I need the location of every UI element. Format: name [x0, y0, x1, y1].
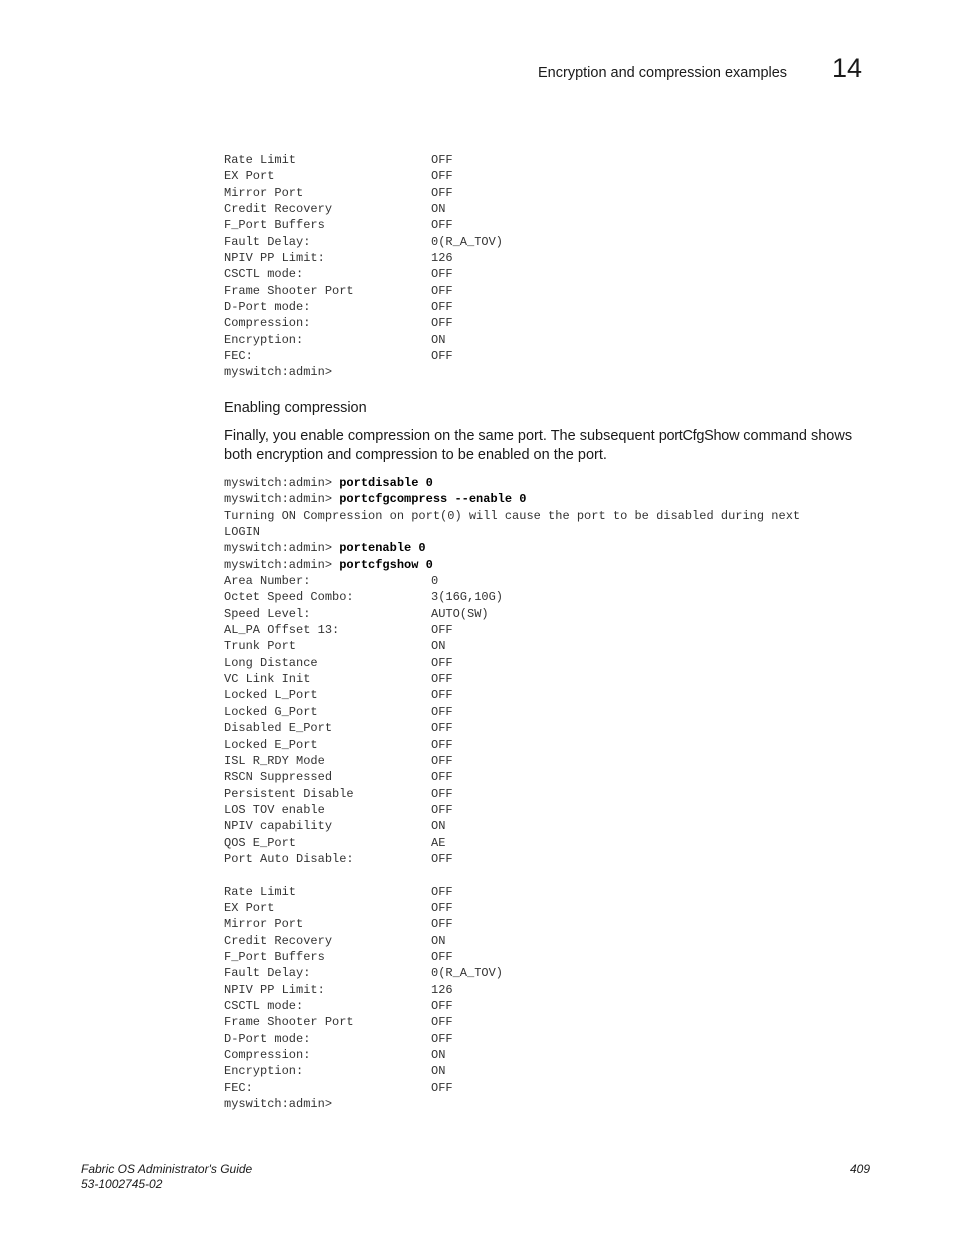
code-line — [224, 884, 800, 900]
config-key: RSCN Suppressed — [224, 770, 333, 785]
code-line — [224, 786, 800, 802]
config-value: OFF — [431, 721, 453, 736]
config-value: OFF — [431, 169, 453, 184]
config-value: OFF — [431, 153, 453, 167]
config-value: OFF — [431, 704, 453, 719]
code-line — [224, 1047, 800, 1063]
config-value: OFF — [431, 770, 453, 785]
config-key: CSCTL mode: — [224, 999, 304, 1013]
cli-prompt: myswitch:admin> — [224, 492, 340, 507]
config-value: OFF — [431, 1015, 453, 1030]
config-key: Fault Delay: — [224, 966, 311, 981]
config-key: LOS TOV enable — [224, 802, 325, 817]
paragraph-text-start: Finally, you enable compression on the same port. The subsequent — [224, 428, 659, 444]
code-line — [224, 671, 800, 687]
section-heading: Enabling compression — [224, 400, 367, 416]
config-value: OFF — [431, 672, 453, 687]
config-key: Credit Recovery — [224, 933, 333, 948]
code-line — [224, 234, 503, 250]
cli-command: portdisable 0 — [339, 476, 433, 490]
config-value: OFF — [431, 917, 453, 932]
cli-command: portenable 0 — [339, 541, 426, 556]
code-line — [224, 1096, 800, 1112]
code-line — [224, 299, 503, 315]
code-line — [224, 753, 800, 769]
code-line — [224, 1031, 800, 1047]
config-value: OFF — [431, 737, 453, 752]
config-key: Frame Shooter Port — [224, 1015, 354, 1030]
config-key: EX Port — [224, 169, 275, 184]
config-value: AE — [431, 835, 446, 850]
cli-prompt: myswitch:admin> — [224, 476, 340, 490]
chapter-number: 14 — [832, 53, 863, 83]
code-block-enable-compression — [224, 475, 800, 1112]
config-value: 0(R_A_TOV) — [431, 966, 504, 981]
config-value: OFF — [431, 786, 453, 801]
code-line — [224, 655, 800, 671]
code-line — [224, 540, 800, 556]
footer-book-title: Fabric OS Administrator's Guide — [81, 1162, 253, 1176]
config-value: OFF — [431, 300, 453, 315]
config-value: OFF — [431, 1080, 453, 1095]
config-value: OFF — [431, 949, 453, 964]
config-value: OFF — [431, 316, 453, 331]
config-key: Encryption: — [224, 332, 304, 347]
code-text: myswitch:admin> — [224, 365, 333, 380]
config-key: Compression: — [224, 316, 311, 331]
code-line — [224, 364, 503, 380]
code-block-port-config-tail — [224, 152, 503, 381]
code-line — [224, 589, 800, 605]
config-key: Port Auto Disable: — [224, 851, 354, 866]
body-paragraph — [224, 427, 874, 465]
code-line — [224, 900, 800, 916]
code-line — [224, 168, 503, 184]
config-value: ON — [431, 819, 446, 834]
cli-prompt: myswitch:admin> — [224, 557, 340, 572]
inline-command: portCfgShow — [658, 428, 740, 444]
config-value: 3(16G,10G) — [431, 590, 504, 605]
config-key: Persistent Disable — [224, 786, 354, 801]
config-value: ON — [431, 933, 446, 948]
code-line — [224, 818, 800, 834]
config-value: 126 — [431, 982, 453, 997]
config-key: EX Port — [224, 900, 275, 915]
config-key: VC Link Init — [224, 672, 311, 687]
code-line — [224, 916, 800, 932]
config-key: Fault Delay: — [224, 234, 311, 249]
config-key: ISL R_RDY Mode — [224, 753, 325, 768]
config-value: ON — [431, 1048, 446, 1063]
config-value: OFF — [431, 884, 453, 899]
config-key: AL_PA Offset 13: — [224, 623, 340, 638]
code-line — [224, 802, 800, 818]
config-value: OFF — [431, 999, 453, 1013]
code-line — [224, 524, 800, 540]
code-line — [224, 315, 503, 331]
config-key: Octet Speed Combo: — [224, 590, 354, 605]
config-key: D-Port mode: — [224, 1031, 311, 1046]
config-value: OFF — [431, 267, 453, 282]
config-value: OFF — [431, 802, 453, 817]
paragraph-text-end: command shows both encryption and compression to be enabled on the port. — [224, 428, 853, 463]
code-line — [224, 475, 800, 491]
config-key: Compression: — [224, 1048, 311, 1063]
config-key: Trunk Port — [224, 639, 297, 654]
config-key: NPIV PP Limit: — [224, 251, 325, 266]
code-line — [224, 348, 503, 364]
config-key: QOS E_Port — [224, 835, 297, 850]
code-line — [224, 622, 800, 638]
config-key: NPIV capability — [224, 819, 333, 834]
code-line — [224, 217, 503, 233]
code-line — [224, 769, 800, 785]
config-value: 0(R_A_TOV) — [431, 234, 504, 249]
code-line — [224, 1063, 800, 1079]
config-value: 126 — [431, 251, 453, 266]
config-key: Locked E_Port — [224, 737, 318, 752]
code-line — [224, 185, 503, 201]
config-key: Disabled E_Port — [224, 721, 333, 736]
code-line — [224, 835, 800, 851]
config-value: AUTO(SW) — [431, 606, 489, 621]
config-key: Long Distance — [224, 655, 318, 670]
code-line — [224, 720, 800, 736]
running-header-title: Encryption and compression examples — [538, 65, 788, 81]
footer-page-number: 409 — [850, 1162, 871, 1176]
config-key: Rate Limit — [224, 884, 297, 899]
code-line — [224, 851, 800, 867]
config-key: Mirror Port — [224, 917, 304, 932]
code-line — [224, 250, 503, 266]
code-line — [224, 737, 800, 753]
config-value: OFF — [431, 185, 453, 200]
code-line — [224, 1014, 800, 1030]
config-value: OFF — [431, 688, 453, 703]
config-key: Speed Level: — [224, 606, 311, 621]
code-line — [224, 933, 800, 949]
config-key: Rate Limit — [224, 153, 297, 167]
code-text: Turning ON Compression on port(0) will cause the port to be disabled during next — [224, 508, 801, 523]
config-value: OFF — [431, 283, 453, 298]
config-value: OFF — [431, 1031, 453, 1046]
code-line — [224, 152, 503, 168]
config-key: Area Number: — [224, 574, 311, 589]
code-line — [224, 332, 503, 348]
config-key: FEC: — [224, 349, 253, 364]
cli-command: portcfgcompress --enable 0 — [339, 492, 527, 507]
footer-doc-number: 53-1002745-02 — [81, 1177, 163, 1191]
code-line — [224, 491, 800, 507]
code-line — [224, 638, 800, 654]
config-key: F_Port Buffers — [224, 218, 325, 233]
config-key: CSCTL mode: — [224, 267, 304, 282]
config-value: OFF — [431, 218, 453, 233]
cli-command: portcfgshow 0 — [339, 557, 433, 572]
code-line — [224, 867, 800, 883]
config-key: Credit Recovery — [224, 202, 333, 217]
config-value: OFF — [431, 655, 453, 670]
config-value: ON — [431, 639, 446, 654]
code-line — [224, 965, 800, 981]
code-line — [224, 1080, 800, 1096]
config-key: Encryption: — [224, 1064, 304, 1079]
config-value: OFF — [431, 623, 453, 638]
config-key: FEC: — [224, 1080, 253, 1095]
code-line — [224, 283, 503, 299]
config-value: OFF — [431, 900, 453, 915]
code-line — [224, 573, 800, 589]
code-text: myswitch:admin> — [224, 1097, 333, 1112]
code-line — [224, 557, 800, 573]
code-line — [224, 508, 800, 524]
code-line — [224, 266, 503, 282]
config-key: Frame Shooter Port — [224, 283, 354, 298]
config-value: ON — [431, 332, 446, 347]
code-line — [224, 982, 800, 998]
code-line — [224, 704, 800, 720]
config-value: OFF — [431, 753, 453, 768]
config-key: NPIV PP Limit: — [224, 982, 325, 997]
code-line — [224, 687, 800, 703]
config-value: ON — [431, 202, 446, 217]
config-value: OFF — [431, 349, 453, 364]
config-key: Mirror Port — [224, 185, 304, 200]
config-value: 0 — [431, 574, 439, 589]
code-text: LOGIN — [224, 525, 261, 540]
config-key: F_Port Buffers — [224, 949, 325, 964]
code-line — [224, 606, 800, 622]
config-key: Locked G_Port — [224, 704, 318, 719]
config-key: D-Port mode: — [224, 300, 311, 315]
config-key: Locked L_Port — [224, 688, 318, 703]
footer-left — [81, 1162, 252, 1192]
config-value: OFF — [431, 851, 453, 866]
code-line — [224, 998, 800, 1014]
cli-prompt: myswitch:admin> — [224, 541, 340, 556]
code-line — [224, 949, 800, 965]
config-value: ON — [431, 1064, 446, 1079]
code-line — [224, 201, 503, 217]
